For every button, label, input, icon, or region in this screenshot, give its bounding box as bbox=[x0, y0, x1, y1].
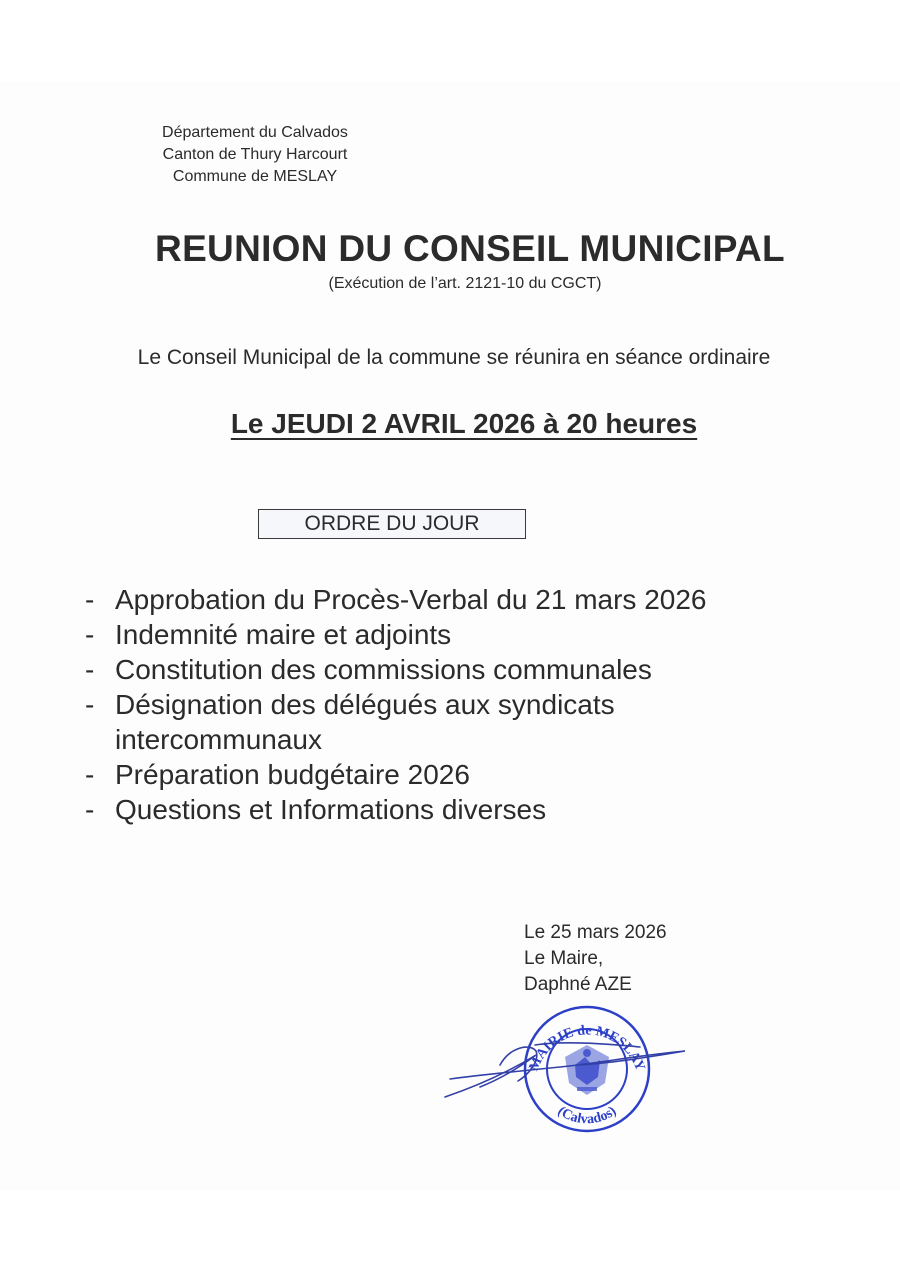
list-bullet: - bbox=[85, 654, 95, 685]
canton-line: Canton de Thury Harcourt bbox=[162, 146, 348, 163]
stamp-bottom-text: (Calvados) bbox=[554, 1103, 620, 1128]
agenda-item-text: Préparation budgétaire 2026 bbox=[115, 759, 470, 790]
stamp-top-text: MAIRIE de MESLAY bbox=[526, 1023, 648, 1074]
meeting-date bbox=[0, 408, 900, 440]
stamp-and-signature-graphic bbox=[440, 1005, 690, 1135]
agenda-item bbox=[85, 582, 885, 617]
agenda-item bbox=[85, 652, 885, 687]
stamp-emblem-icon bbox=[565, 1045, 609, 1095]
agenda-list bbox=[85, 582, 885, 827]
mairie-stamp bbox=[440, 1005, 690, 1140]
agenda-item-text: Questions et Informations diverses bbox=[115, 794, 547, 825]
agenda-item bbox=[85, 757, 885, 792]
department-line: Département du Calvados bbox=[162, 124, 348, 141]
list-bullet: - bbox=[85, 584, 95, 615]
agenda-item-text: Approbation du Procès-Verbal du 21 mars 2026 bbox=[115, 584, 707, 615]
agenda-item-text: Constitution des commissions communales bbox=[115, 654, 652, 685]
administrative-header bbox=[140, 122, 370, 188]
agenda-item bbox=[85, 687, 705, 757]
list-bullet: - bbox=[85, 619, 95, 650]
page-title: REUNION DU CONSEIL MUNICIPAL bbox=[155, 228, 785, 269]
commune-line: Commune de MESLAY bbox=[172, 168, 338, 185]
agenda-item bbox=[85, 617, 885, 652]
legal-reference: (Exécution de l’art. 2121-10 du CGCT) bbox=[328, 275, 602, 292]
agenda-heading: ORDRE DU JOUR bbox=[258, 509, 526, 539]
signature-date: Le 25 mars 2026 bbox=[524, 922, 667, 943]
agenda-item bbox=[85, 792, 885, 827]
list-bullet: - bbox=[85, 759, 95, 790]
list-bullet: - bbox=[85, 689, 95, 720]
signature-role: Le Maire, bbox=[524, 948, 604, 969]
agenda-item-text: Désignation des délégués aux syndicats intercommunaux bbox=[115, 689, 615, 755]
intro-text: Le Conseil Municipal de la commune se réunira en séance ordinaire bbox=[137, 346, 771, 369]
signature-name: Daphné AZE bbox=[524, 974, 632, 995]
list-bullet: - bbox=[85, 794, 95, 825]
meeting-date-text: Le JEUDI 2 AVRIL 2026 à 20 heures bbox=[230, 408, 698, 439]
signature-block bbox=[524, 920, 667, 998]
agenda-item-text: Indemnité maire et adjoints bbox=[115, 619, 452, 650]
